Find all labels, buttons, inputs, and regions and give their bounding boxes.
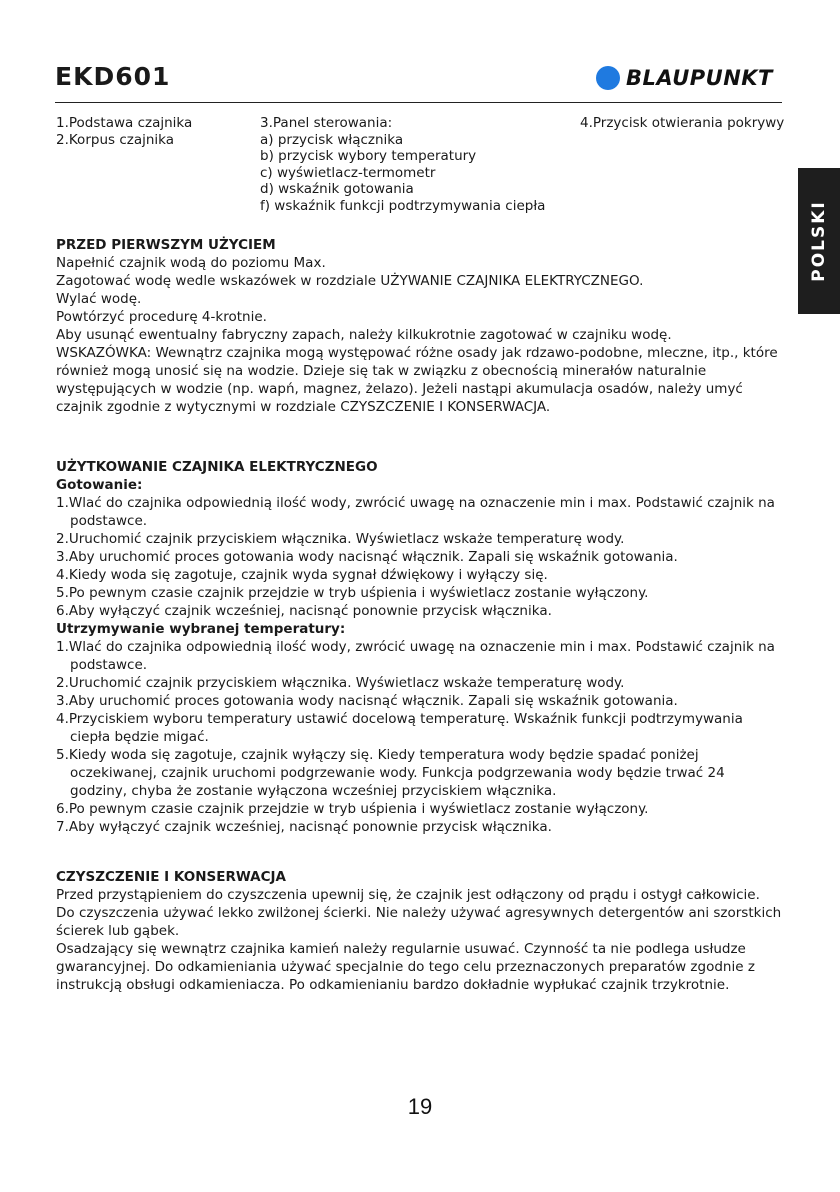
list-item: 1.Wlać do czajnika odpowiednią ilość wody, zwrócić uwagę na oznaczenie min i max. Podstawić czajnik na podstawce. (56, 495, 775, 529)
paragraph: Aby usunąć ewentualny fabryczny zapach, należy kilkukrotnie zagotować w czajniku wodę. (56, 327, 672, 343)
part-item: c) wyświetlacz-termometr (260, 164, 436, 181)
boiling-steps-list (56, 494, 786, 620)
list-item: 6.Aby wyłączyć czajnik wcześniej, nacisnąć ponownie przycisk włącznika. (56, 603, 552, 619)
list-item: 6.Po pewnym czasie czajnik przejdzie w tryb uśpienia i wyświetlacz zostanie wyłączony. (56, 801, 649, 817)
paragraph: Powtórzyć procedurę 4-krotnie. (56, 309, 267, 325)
section-cleaning (56, 868, 786, 994)
part-item: 2.Korpus czajnika (56, 131, 175, 148)
brand-dot-icon (596, 66, 620, 90)
subsection-title-keep-warm: Utrzymywanie wybranej temperatury: (56, 621, 346, 637)
list-item: 3.Aby uruchomić proces gotowania wody nacisnąć włącznik. Zapali się wskaźnik gotowania. (56, 549, 678, 565)
section-heading: UŻYTKOWANIE CZAJNIKA ELEKTRYCZNEGO (56, 459, 378, 475)
part-item: a) przycisk włącznika (260, 131, 404, 148)
subsection-title-boiling: Gotowanie: (56, 477, 143, 493)
list-item: 5.Kiedy woda się zagotuje, czajnik wyłączy się. Kiedy temperatura wody będzie spadać poniżej oczekiwanej, czajnik uruchomi podgrzewanie wody. Funkcja podgrzewania wody będzie trwać 24 godziny, chyba że zostanie wyłączona wcześniej przyciskiem włącznika. (56, 747, 725, 799)
list-item: 1.Wlać do czajnika odpowiednią ilość wody, zwrócić uwagę na oznaczenie min i max. Podstawić czajnik na podstawce. (56, 639, 775, 673)
language-tab-label: POLSKI (809, 200, 829, 282)
model-name: EKD601 (55, 62, 171, 91)
section-heading: CZYSZCZENIE I KONSERWACJA (56, 869, 286, 885)
part-item: 3.Panel sterowania: (260, 115, 393, 131)
list-item: 2.Uruchomić czajnik przyciskiem włącznika. Wyświetlacz wskaże temperaturę wody. (56, 531, 625, 547)
parts-list-column-3 (580, 115, 784, 132)
list-item: 5.Po pewnym czasie czajnik przejdzie w tryb uśpienia i wyświetlacz zostanie wyłączony. (56, 585, 649, 601)
paragraph: Do czyszczenia używać lekko zwilżonej ścierki. Nie należy używać agresywnych detergentów ani szorstkich ścierek lub gąbek. (56, 905, 782, 939)
paragraph: Osadzający się wewnątrz czajnika kamień należy regularnie usuwać. Czynność ta nie podlega usłudze gwarancyjnej. Do odkamieniania używać specjalnie do tego celu przeznaczonych preparatów zgodnie z instrukcją obsługi odkamieniacza. Po odkamienianiu bardzo dokładnie wypłukać czajnik trzykrotnie. (56, 941, 755, 993)
part-item: d) wskaźnik gotowania (260, 181, 414, 197)
parts-list-column-2 (260, 115, 545, 214)
list-item: 4.Przyciskiem wyboru temperatury ustawić docelową temperaturę. Wskaźnik funkcji podtrzymywania ciepła będzie migać. (56, 711, 743, 745)
part-item: 4.Przycisk otwierania pokrywy (580, 115, 785, 131)
section-before-first-use (56, 236, 786, 416)
section-usage (56, 458, 786, 836)
part-item: 1.Podstawa czajnika (56, 115, 193, 131)
page-number: 19 (407, 1094, 433, 1119)
list-item: 3.Aby uruchomić proces gotowania wody nacisnąć włącznik. Zapali się wskaźnik gotowania. (56, 693, 678, 709)
list-item: 7.Aby wyłączyć czajnik wcześniej, nacisnąć ponownie przycisk włącznika. (56, 819, 552, 835)
paragraph: Napełnić czajnik wodą do poziomu Max. (56, 255, 326, 271)
section-heading: PRZED PIERWSZYM UŻYCIEM (56, 237, 276, 253)
part-item: f) wskaźnik funkcji podtrzymywania ciepła (260, 197, 546, 214)
list-item: 4.Kiedy woda się zagotuje, czajnik wyda sygnał dźwiękowy i wyłączy się. (56, 567, 548, 583)
paragraph: Przed przystąpieniem do czyszczenia upewnij się, że czajnik jest odłączony od prądu i ostygł całkowicie. (56, 887, 760, 903)
brand-logo (596, 65, 773, 91)
paragraph: Zagotować wodę wedle wskazówek w rozdziale UŻYWANIE CZAJNIKA ELEKTRYCZNEGO. (56, 273, 644, 289)
brand-name: BLAUPUNKT (626, 66, 773, 90)
header-divider (55, 102, 782, 103)
list-item: 2.Uruchomić czajnik przyciskiem włącznika. Wyświetlacz wskaże temperaturę wody. (56, 675, 625, 691)
keep-warm-steps-list (56, 638, 786, 836)
part-item: b) przycisk wybory temperatury (260, 148, 477, 164)
tip-paragraph: WSKAZÓWKA: Wewnątrz czajnika mogą występować różne osady jak rdzawo-podobne, mleczne, itp., które również mogą unosić się na wodzie. Dzieje się tak w związku z obecnością minerałów naturalnie występujących w wodzie (np. wapń, magnez, żelazo). Jeżeli nastąpi akumulacja osadów, należy umyć czajnik zgodnie z wytycznymi w rozdziale CZYSZCZENIE I KONSERWACJA. (56, 345, 778, 415)
parts-list-column-1 (56, 115, 192, 148)
language-tab (798, 168, 840, 314)
paragraph: Wylać wodę. (56, 291, 142, 307)
